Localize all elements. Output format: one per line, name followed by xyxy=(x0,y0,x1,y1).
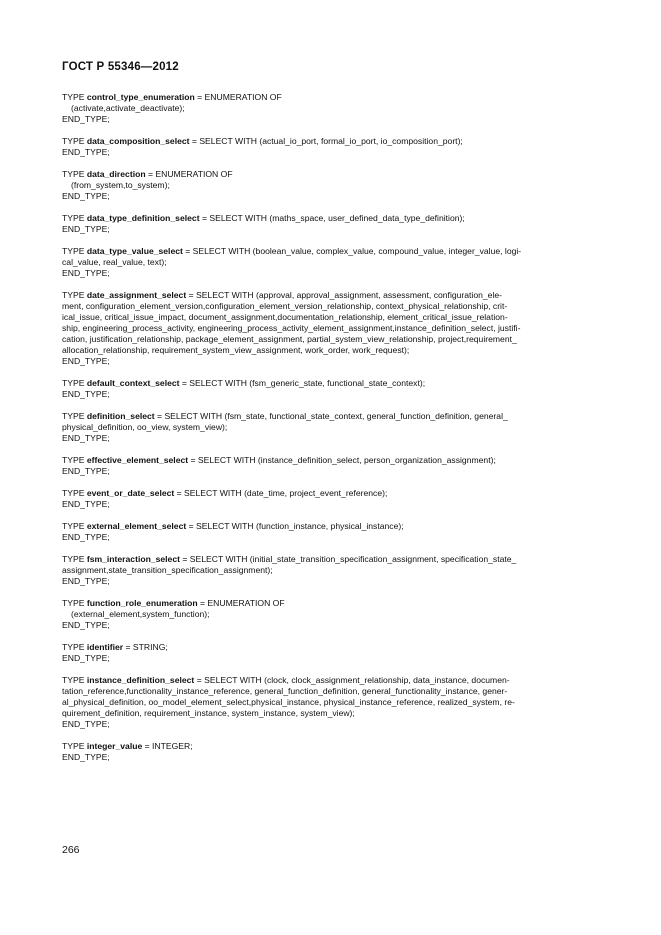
type-definition: = SELECT WITH (boolean_value, complex_value, compound_value, integer_value, logi- xyxy=(182,246,522,256)
type-definition: = ENUMERATION OF xyxy=(197,598,285,608)
type-name: effective_element_select xyxy=(86,455,189,465)
type-definition: = SELECT WITH (actual_io_port, formal_io_port, io_composition_port); xyxy=(189,136,463,146)
type-keyword: TYPE xyxy=(62,598,85,608)
type-declaration xyxy=(62,246,602,257)
type-declaration xyxy=(62,136,602,147)
type-definition: = SELECT WITH (approval, approval_assignment, assessment, configuration_ele- xyxy=(186,290,503,300)
document-header: ГОСТ Р 55346—2012 xyxy=(62,61,179,73)
type-declaration xyxy=(62,675,602,686)
end-type: END_TYPE; xyxy=(62,466,110,476)
type-definition: = SELECT WITH (function_instance, physical_instance); xyxy=(186,521,404,531)
type-keyword: TYPE xyxy=(62,675,85,685)
type-definition: = STRING; xyxy=(123,642,168,652)
type-definition: = ENUMERATION OF xyxy=(145,169,233,179)
end-type: END_TYPE; xyxy=(62,114,110,124)
type-block xyxy=(62,741,602,763)
type-block xyxy=(62,92,602,125)
continuation-line: al_physical_definition, oo_model_element_select,physical_instance, physical_instance_reference, realized_system, re- xyxy=(62,697,515,707)
type-declaration xyxy=(62,213,602,224)
type-definition: = SELECT WITH (fsm_generic_state, functional_state_context); xyxy=(179,378,426,388)
type-name: date_assignment_select xyxy=(86,290,187,300)
continuation-line: allocation_relationship, requirement_system_view_assignment, work_order, work_request); xyxy=(62,345,410,355)
type-keyword: TYPE xyxy=(62,488,85,498)
type-name: data_type_definition_select xyxy=(86,213,200,223)
continuation-line: assignment,state_transition_specification_assignment); xyxy=(62,565,273,575)
end-type: END_TYPE; xyxy=(62,653,110,663)
continuation-line: physical_definition, oo_view, system_view); xyxy=(62,422,228,432)
type-keyword: TYPE xyxy=(62,378,85,388)
type-definition: = SELECT WITH (maths_space, user_defined_data_type_definition); xyxy=(199,213,465,223)
type-name: data_direction xyxy=(86,169,146,179)
type-declaration xyxy=(62,455,602,466)
continuation-line: quirement_definition, requirement_instance, system_instance, system_view); xyxy=(62,708,355,718)
type-declaration xyxy=(62,169,602,180)
type-definition: = INTEGER; xyxy=(142,741,193,751)
type-name: external_element_select xyxy=(86,521,187,531)
type-definition: = SELECT WITH (fsm_state, functional_state_context, general_function_definition, general_ xyxy=(154,411,508,421)
type-keyword: TYPE xyxy=(62,741,85,751)
end-type: END_TYPE; xyxy=(62,576,110,586)
type-definition: = ENUMERATION OF xyxy=(194,92,282,102)
end-type: END_TYPE; xyxy=(62,268,110,278)
continuation-line: tation_reference,functionality_instance_reference, general_function_definition, general_functionality_instance, gener- xyxy=(62,686,508,696)
type-name: default_context_select xyxy=(86,378,180,388)
end-type: END_TYPE; xyxy=(62,433,110,443)
type-name: control_type_enumeration xyxy=(86,92,195,102)
type-block xyxy=(62,378,602,400)
type-block xyxy=(62,411,602,444)
continuation-line: ical_issue, critical_issue_impact, document_assignment,documentation_relationship, element_critical_issue_relation- xyxy=(62,312,508,322)
type-block xyxy=(62,213,602,235)
continuation-line: cal_value, real_value, text); xyxy=(62,257,167,267)
type-block xyxy=(62,169,602,202)
continuation-line: (from_system,to_system); xyxy=(71,180,170,190)
end-type: END_TYPE; xyxy=(62,719,110,729)
type-keyword: TYPE xyxy=(62,521,85,531)
type-name: identifier xyxy=(86,642,124,652)
type-keyword: TYPE xyxy=(62,290,85,300)
type-declaration xyxy=(62,642,602,653)
type-name: definition_select xyxy=(86,411,155,421)
type-keyword: TYPE xyxy=(62,169,85,179)
type-keyword: TYPE xyxy=(62,554,85,564)
end-type: END_TYPE; xyxy=(62,389,110,399)
type-block xyxy=(62,136,602,158)
type-block xyxy=(62,675,602,730)
type-name: fsm_interaction_select xyxy=(86,554,180,564)
type-definition: = SELECT WITH (clock, clock_assignment_relationship, data_instance, documen- xyxy=(194,675,510,685)
type-block xyxy=(62,598,602,631)
type-declaration xyxy=(62,411,602,422)
continuation-line: ship, engineering_process_activity, engineering_process_activity_element_assignment,instance_definition_select, justifi- xyxy=(62,323,521,333)
type-name: event_or_date_select xyxy=(86,488,175,498)
type-declaration xyxy=(62,554,602,565)
type-keyword: TYPE xyxy=(62,92,85,102)
type-block xyxy=(62,488,602,510)
type-keyword: TYPE xyxy=(62,642,85,652)
type-keyword: TYPE xyxy=(62,246,85,256)
type-block xyxy=(62,455,602,477)
end-type: END_TYPE; xyxy=(62,499,110,509)
type-block xyxy=(62,554,602,587)
type-block xyxy=(62,642,602,664)
end-type: END_TYPE; xyxy=(62,752,110,762)
type-definition: = SELECT WITH (initial_state_transition_specification_assignment, specification_state_ xyxy=(179,554,517,564)
end-type: END_TYPE; xyxy=(62,147,110,157)
end-type: END_TYPE; xyxy=(62,532,110,542)
continuation-line: ment, configuration_element_version,configuration_element_version_relationship, context_physical_relationship, crit- xyxy=(62,301,508,311)
type-declaration xyxy=(62,488,602,499)
type-block xyxy=(62,246,602,279)
type-name: function_role_enumeration xyxy=(86,598,198,608)
type-block xyxy=(62,290,602,367)
type-definition: = SELECT WITH (date_time, project_event_reference); xyxy=(174,488,388,498)
continuation-line: cation, justification_relationship, package_element_assignment, partial_system_view_relationship, project,requirement_ xyxy=(62,334,517,344)
type-name: integer_value xyxy=(86,741,143,751)
type-definitions xyxy=(62,92,602,774)
type-name: instance_definition_select xyxy=(86,675,195,685)
type-declaration xyxy=(62,378,602,389)
page-number: 266 xyxy=(62,844,80,856)
end-type: END_TYPE; xyxy=(62,224,110,234)
continuation-line: (external_element,system_function); xyxy=(71,609,210,619)
type-declaration xyxy=(62,741,602,752)
type-keyword: TYPE xyxy=(62,136,85,146)
type-declaration xyxy=(62,521,602,532)
type-block xyxy=(62,521,602,543)
type-keyword: TYPE xyxy=(62,455,85,465)
type-keyword: TYPE xyxy=(62,411,85,421)
end-type: END_TYPE; xyxy=(62,191,110,201)
end-type: END_TYPE; xyxy=(62,620,110,630)
type-definition: = SELECT WITH (instance_definition_select, person_organization_assignment); xyxy=(188,455,496,465)
type-declaration xyxy=(62,92,602,103)
type-name: data_composition_select xyxy=(86,136,190,146)
type-keyword: TYPE xyxy=(62,213,85,223)
type-declaration xyxy=(62,598,602,609)
end-type: END_TYPE; xyxy=(62,356,110,366)
type-declaration xyxy=(62,290,602,301)
type-name: data_type_value_select xyxy=(86,246,183,256)
continuation-line: (activate,activate_deactivate); xyxy=(71,103,185,113)
